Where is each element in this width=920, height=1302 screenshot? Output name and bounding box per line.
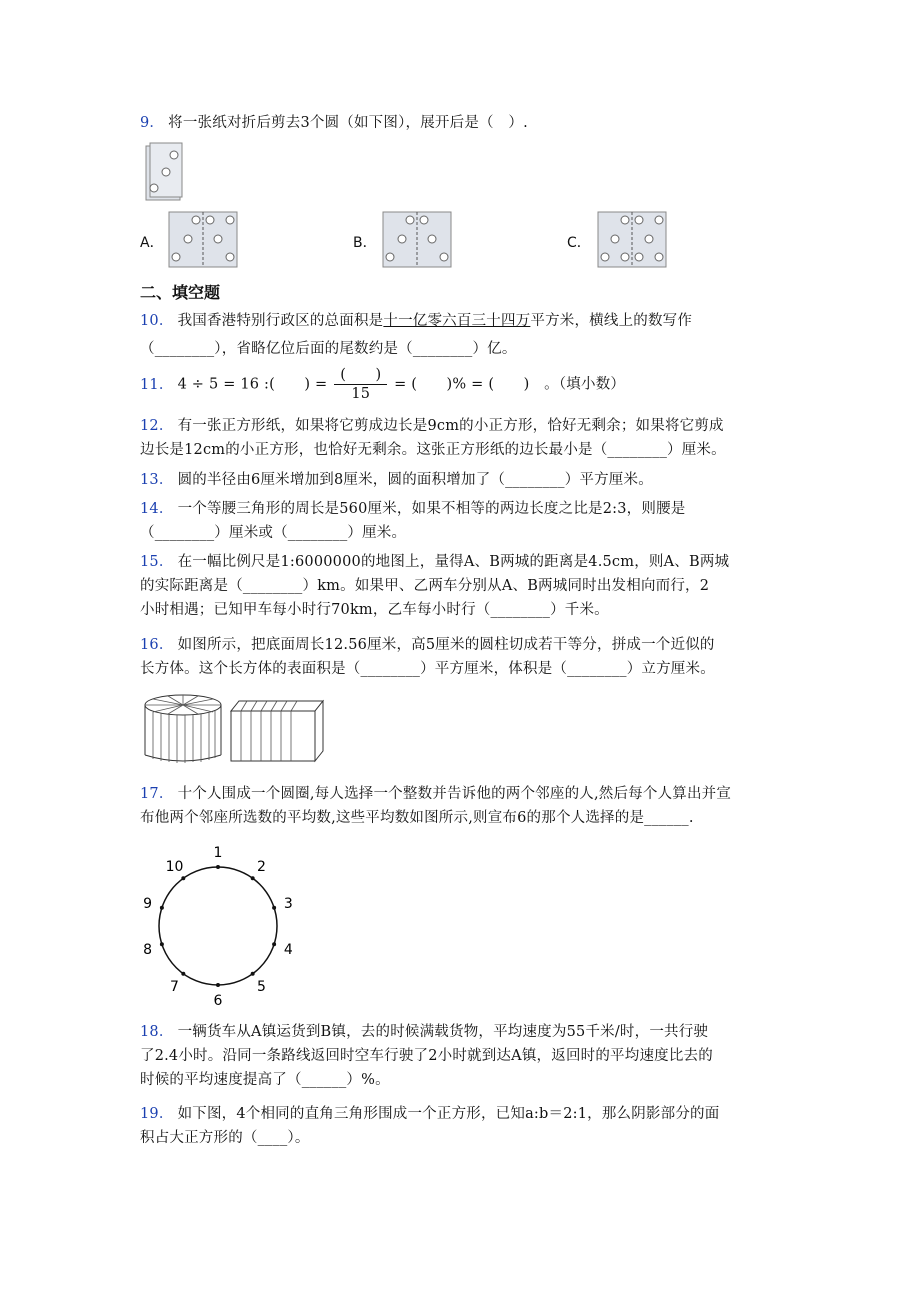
circle-point-4	[272, 942, 276, 946]
circle-point-7	[181, 972, 185, 976]
question-12	[140, 414, 790, 462]
question-text: 我国香港特别行政区的总面积是	[177, 313, 384, 329]
circle-point-10	[181, 876, 185, 880]
question-text-line3: 小时相遇；已知甲车每小时行70km，乙车每小时行（________）千米。	[140, 602, 609, 618]
question-15	[140, 550, 790, 622]
cylinder-to-cuboid-figure	[143, 693, 323, 763]
question-text-line2: 布他两个邻座所选数的平均数,这些平均数如图所示,则宣布6的那个人选择的是______.	[140, 810, 694, 826]
question-10	[140, 309, 790, 361]
question-number: 19．	[140, 1106, 174, 1122]
fraction	[334, 366, 387, 403]
circle-point-2	[251, 876, 255, 880]
folded-paper-figure	[144, 142, 184, 202]
question-text: 如图所示，把底面周长12.56厘米，高5厘米的圆柱切成若干等分，拼成一个近似的	[177, 637, 715, 653]
circle-point-6	[216, 983, 220, 987]
question-number: 15．	[140, 554, 174, 570]
question-expression-part1: 4 ÷ 5 = 16 :( ) =	[177, 376, 328, 393]
circle-point-9	[160, 906, 164, 910]
circle-label-7: 7	[170, 978, 179, 995]
question-16	[140, 633, 790, 681]
question-text-line3: 时候的平均速度提高了（______）%。	[140, 1072, 390, 1088]
circle-label-2: 2	[257, 859, 266, 876]
question-17	[140, 782, 790, 830]
question-text-line2: 了2.4小时。沿同一条路线返回时空车行驶了2小时就到达A镇，返回时的平均速度比去的	[140, 1048, 713, 1064]
circle-label-8: 8	[143, 941, 153, 958]
question-text-line2: 边长是12cm的小正方形，也恰好无剩余。这张正方形纸的边长最小是（________）厘米。	[140, 442, 726, 458]
question-number: 11．	[140, 376, 174, 393]
circle-label-4: 4	[283, 941, 293, 958]
question-text: 一辆货车从A镇运货到B镇，去的时候满载货物，平均速度为55千米/时，一共行驶	[177, 1024, 709, 1040]
option-b-label[interactable]: B．	[353, 235, 377, 251]
circle-of-ten-figure	[140, 845, 300, 1009]
circle-point-5	[251, 972, 255, 976]
question-14	[140, 497, 790, 545]
question-text-line2: 长方体。这个长方体的表面积是（________）平方厘米，体积是（________）立方厘米。	[140, 661, 715, 677]
circle-label-5: 5	[257, 978, 266, 995]
circle-label-1: 1	[213, 845, 223, 861]
option-a-label[interactable]: A．	[140, 235, 164, 251]
circle-label-6: 6	[213, 993, 223, 1009]
fraction-numerator: ( )	[334, 366, 387, 385]
question-text: 将一张纸对折后剪去3个圆（如下图），展开后是（ ）.	[168, 115, 528, 131]
question-19	[140, 1102, 790, 1150]
circle-label-10: 10	[165, 859, 184, 876]
question-number: 13．	[140, 472, 174, 488]
section-title: 二、填空题	[140, 283, 221, 302]
question-number: 9．	[140, 115, 165, 131]
question-text: 一个等腰三角形的周长是560厘米，如果不相等的两边长度之比是2:3，则腰是	[177, 501, 686, 517]
question-text-line2: 积占大正方形的（____）。	[140, 1130, 310, 1146]
question-11	[140, 366, 790, 403]
circle-point-1	[216, 865, 220, 869]
option-a-figure[interactable]	[168, 211, 238, 268]
question-text: 平方米，横线上的数写作	[530, 313, 693, 329]
question-number: 17．	[140, 786, 174, 802]
question-number: 12．	[140, 418, 174, 434]
question-text-line2: （________）厘米或（________）厘米。	[140, 525, 407, 541]
question-number: 18．	[140, 1024, 174, 1040]
question-number: 10．	[140, 313, 174, 329]
underlined-number-text: 十一亿零六百三十四万	[383, 313, 531, 329]
question-text-line2: 的实际距离是（________）km。如果甲、乙两车分别从A、B两城同时出发相向而行，2	[140, 578, 710, 594]
fraction-denominator: 15	[351, 386, 371, 402]
question-text: 有一张正方形纸，如果将它剪成边长是9cm的小正方形，恰好无剩余；如果将它剪成	[177, 418, 724, 434]
question-18	[140, 1020, 790, 1092]
question-13	[140, 468, 790, 492]
question-text: 在一幅比例尺是1:6000000的地图上，量得A、B两城的距离是4.5cm，则A、B两城	[177, 554, 730, 570]
circle-label-9: 9	[143, 896, 153, 913]
circle-point-3	[272, 906, 276, 910]
question-text: 如下图，4个相同的直角三角形围成一个正方形，已知a:b＝2:1，那么阴影部分的面	[177, 1106, 720, 1122]
question-number: 16．	[140, 637, 174, 653]
question-text: 圆的半径由6厘米增加到8厘米，圆的面积增加了（________）平方厘米。	[177, 472, 653, 488]
question-9	[140, 111, 790, 135]
circle-label-3: 3	[283, 896, 293, 913]
question-text: 十个人围成一个圆圈,每人选择一个整数并告诉他的两个邻座的人,然后每个人算出并宣	[177, 786, 732, 802]
option-c-figure[interactable]	[597, 211, 667, 268]
option-c-label[interactable]: C．	[567, 235, 591, 251]
question-text-line2: （________），省略亿位后面的尾数约是（________）亿。	[140, 341, 517, 357]
question-expression-part2: = ( )% = ( ) 。（填小数）	[394, 376, 626, 393]
option-b-figure[interactable]	[382, 211, 452, 268]
circle-point-8	[160, 942, 164, 946]
question-number: 14．	[140, 501, 174, 517]
